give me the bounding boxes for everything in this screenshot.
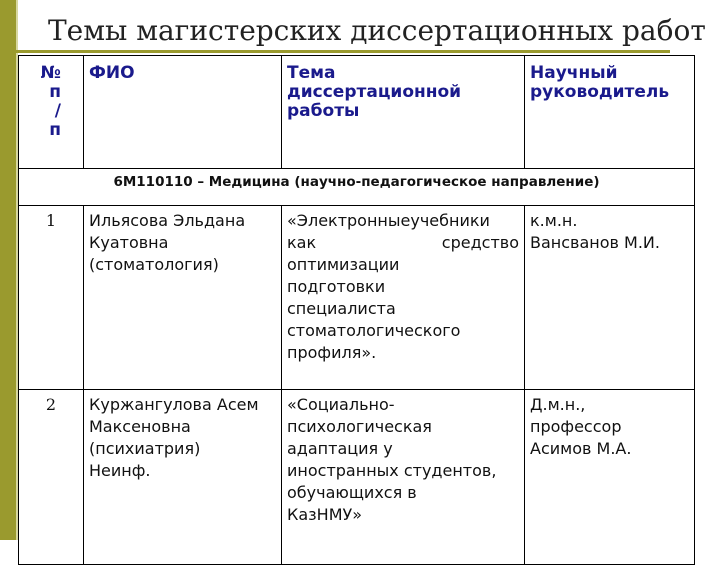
row-fio-line: Максеновна [89,417,191,436]
row-topic-line: обучающихся в [287,483,417,502]
row-topic-line: стоматологического [287,321,461,340]
header-topic [282,56,525,169]
row-topic-line: КазНМУ» [287,505,363,524]
header-supervisor-line: Научный [530,63,618,83]
dissertation-table [18,55,695,565]
row-supervisor-line: Вансванов М.И. [530,233,660,252]
header-supervisor [525,56,695,169]
row-fio-line: (психиатрия) [89,439,201,458]
header-number-line: № [40,63,61,83]
slide-title: Темы магистерских диссертационных работ [48,14,706,47]
row-supervisor-line: профессор [530,417,622,436]
row-number: 1 [19,206,84,390]
header-topic-line: работы [287,101,360,121]
row-fio [84,390,282,565]
row-fio-line: (стоматология) [89,255,219,274]
header-number-line: п [49,82,61,102]
table-row [19,206,695,390]
row-topic-line: «Социально- [287,395,395,414]
row-topic-line: как средство [287,233,519,252]
left-accent-bar [0,0,16,540]
header-row [19,56,695,169]
row-fio-line: Ильясова Эльдана [89,211,246,230]
header-topic-line: диссертационной [287,82,462,102]
header-fio-label: ФИО [89,63,135,83]
title-underline [16,50,670,53]
row-supervisor [525,390,695,565]
header-number-line: / [54,101,61,121]
header-number-line: п [49,120,61,140]
row-topic [282,206,525,390]
row-topic-line: психологическая [287,417,432,436]
row-topic-line: оптимизации [287,255,400,274]
row-supervisor-line: к.м.н. [530,211,578,230]
row-fio-line: Куржангулова Асем [89,395,259,414]
row-topic-line: подготовки [287,277,386,296]
header-topic-line: Тема [287,63,336,83]
specialty-label: 6М110110 – Медицина (научно-педагогическое направление) [19,169,695,206]
header-supervisor-line: руководитель [530,82,670,102]
header-fio [84,56,282,169]
row-number: 2 [19,390,84,565]
header-number [19,56,84,169]
row-topic-line: специалиста [287,299,396,318]
row-topic [282,390,525,565]
row-topic-line: иностранных студентов, [287,461,497,480]
table-row [19,390,695,565]
row-fio [84,206,282,390]
row-topic-line: профиля». [287,343,377,362]
row-topic-line: «Электронныеучебники [287,211,490,230]
row-supervisor [525,206,695,390]
specialty-row [19,169,695,206]
row-supervisor-line: Д.м.н., [530,395,586,414]
row-topic-line: адаптация у [287,439,393,458]
row-supervisor-line: Асимов М.А. [530,439,632,458]
row-fio-line: Куатовна [89,233,169,252]
row-fio-line: Неинф. [89,461,151,480]
